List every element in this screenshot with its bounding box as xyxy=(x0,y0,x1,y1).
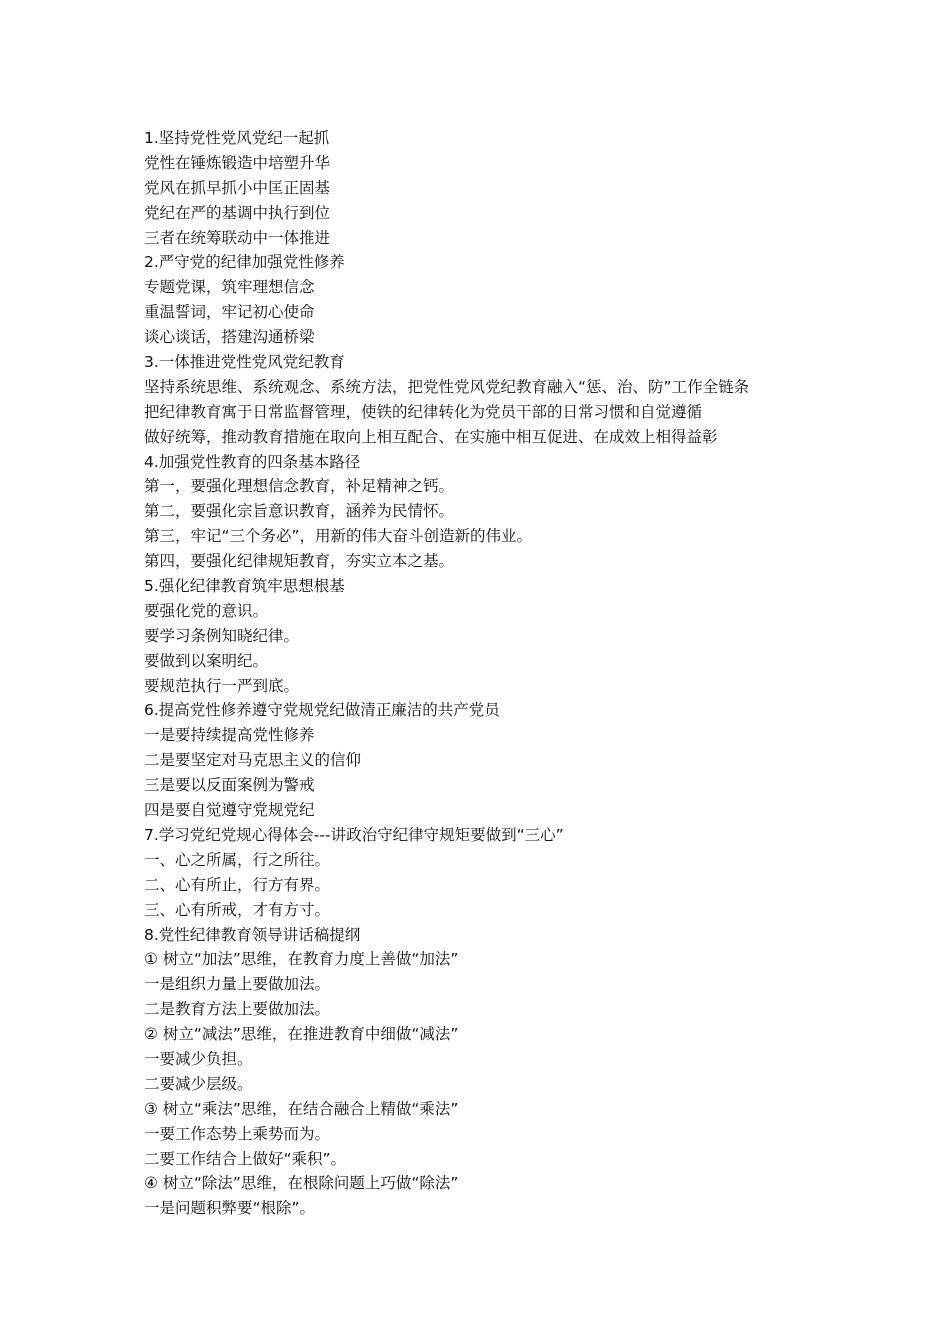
text-line: 二、心有所止，行方有界。 xyxy=(144,875,331,894)
heading-3: 3.一体推进党性党风党纪教育 xyxy=(144,353,345,372)
text-line: 要做到以案明纪。 xyxy=(144,651,269,670)
heading-1: 1.坚持党性党风党纪一起抓 xyxy=(144,129,330,147)
text-line: 一、心之所属，行之所往。 xyxy=(144,850,331,869)
text-line: 一要工作态势上乘势而为。 xyxy=(144,1124,331,1143)
text-line: 党风在抓早抓小中匡正固基 xyxy=(144,178,331,197)
text-line: ② 树立“减法”思维，在推进教育中细做“减法” xyxy=(144,1025,459,1044)
text-line: 四是要自觉遵守党规党纪 xyxy=(144,801,315,820)
text-line: 三者在统筹联动中一体推进 xyxy=(144,228,331,247)
text-line: 要强化党的意识。 xyxy=(144,601,269,620)
text-line: 坚持系统思维、系统观念、系统方法，把党性党风党纪教育融入“惩、治、防”工作全链条 xyxy=(144,377,750,396)
heading-2: 2.严守党的纪律加强党性修养 xyxy=(144,253,345,272)
text-line: ③ 树立“乘法”思维，在结合融合上精做“乘法” xyxy=(144,1099,459,1118)
text-line: 专题党课，筑牢理想信念 xyxy=(144,278,315,297)
text-line: 党性在锤炼锻造中培塑升华 xyxy=(144,153,331,172)
text-line: 第四，要强化纪律规矩教育，夯实立本之基。 xyxy=(144,552,455,571)
text-line: 要规范执行一严到底。 xyxy=(144,676,300,695)
text-line: 二要工作结合上做好“乘积”。 xyxy=(144,1149,347,1168)
heading-4: 4.加强党性教育的四条基本路径 xyxy=(144,452,361,471)
text-line: 把纪律教育寓于日常监督管理，使铁的纪律转化为党员干部的日常习惯和自觉遵循 xyxy=(144,402,703,421)
text-line: 一是问题积弊要“根除”。 xyxy=(144,1199,316,1218)
text-line: 一是要持续提高党性修养 xyxy=(144,726,315,745)
text-line: 要学习条例知晓纪律。 xyxy=(144,626,300,645)
heading-6: 6.提高党性修养遵守党规党纪做清正廉洁的共产党员 xyxy=(144,701,500,720)
heading-7: 7.学习党纪党规心得体会---讲政治守纪律守规矩要做到“三心” xyxy=(144,825,564,844)
heading-5: 5.强化纪律教育筑牢思想根基 xyxy=(144,577,345,596)
text-line: 二是教育方法上要做加法。 xyxy=(144,1000,331,1019)
text-line: 一要减少负担。 xyxy=(144,1049,253,1068)
text-line: 做好统筹，推动教育措施在取向上相互配合、在实施中相互促进、在成效上相得益彰 xyxy=(144,427,718,446)
text-line: 三、心有所戒，才有方寸。 xyxy=(144,900,331,919)
text-line: 党纪在严的基调中执行到位 xyxy=(144,203,331,222)
text-line: 二是要坚定对马克思主义的信仰 xyxy=(144,751,362,770)
text-line: ④ 树立“除法”思维，在根除问题上巧做“除法” xyxy=(144,1174,459,1193)
text-line: 三是要以反面案例为警戒 xyxy=(144,776,315,795)
text-line: 一是组织力量上要做加法。 xyxy=(144,975,331,994)
text-line: 第一，要强化理想信念教育，补足精神之钙。 xyxy=(144,477,455,496)
heading-8: 8.党性纪律教育领导讲话稿提纲 xyxy=(144,925,361,944)
text-line: 重温誓词，牢记初心使命 xyxy=(144,303,315,322)
text-line: 谈心谈话，搭建沟通桥梁 xyxy=(144,328,315,347)
text-line: 二要减少层级。 xyxy=(144,1074,253,1093)
text-line: 第三，牢记“三个务必”，用新的伟大奋斗创造新的伟业。 xyxy=(144,527,533,546)
text-line: ① 树立“加法”思维，在教育力度上善做“加法” xyxy=(144,950,459,969)
document-body xyxy=(144,126,824,1221)
text-line: 第二，要强化宗旨意识教育，涵养为民情怀。 xyxy=(144,502,455,521)
